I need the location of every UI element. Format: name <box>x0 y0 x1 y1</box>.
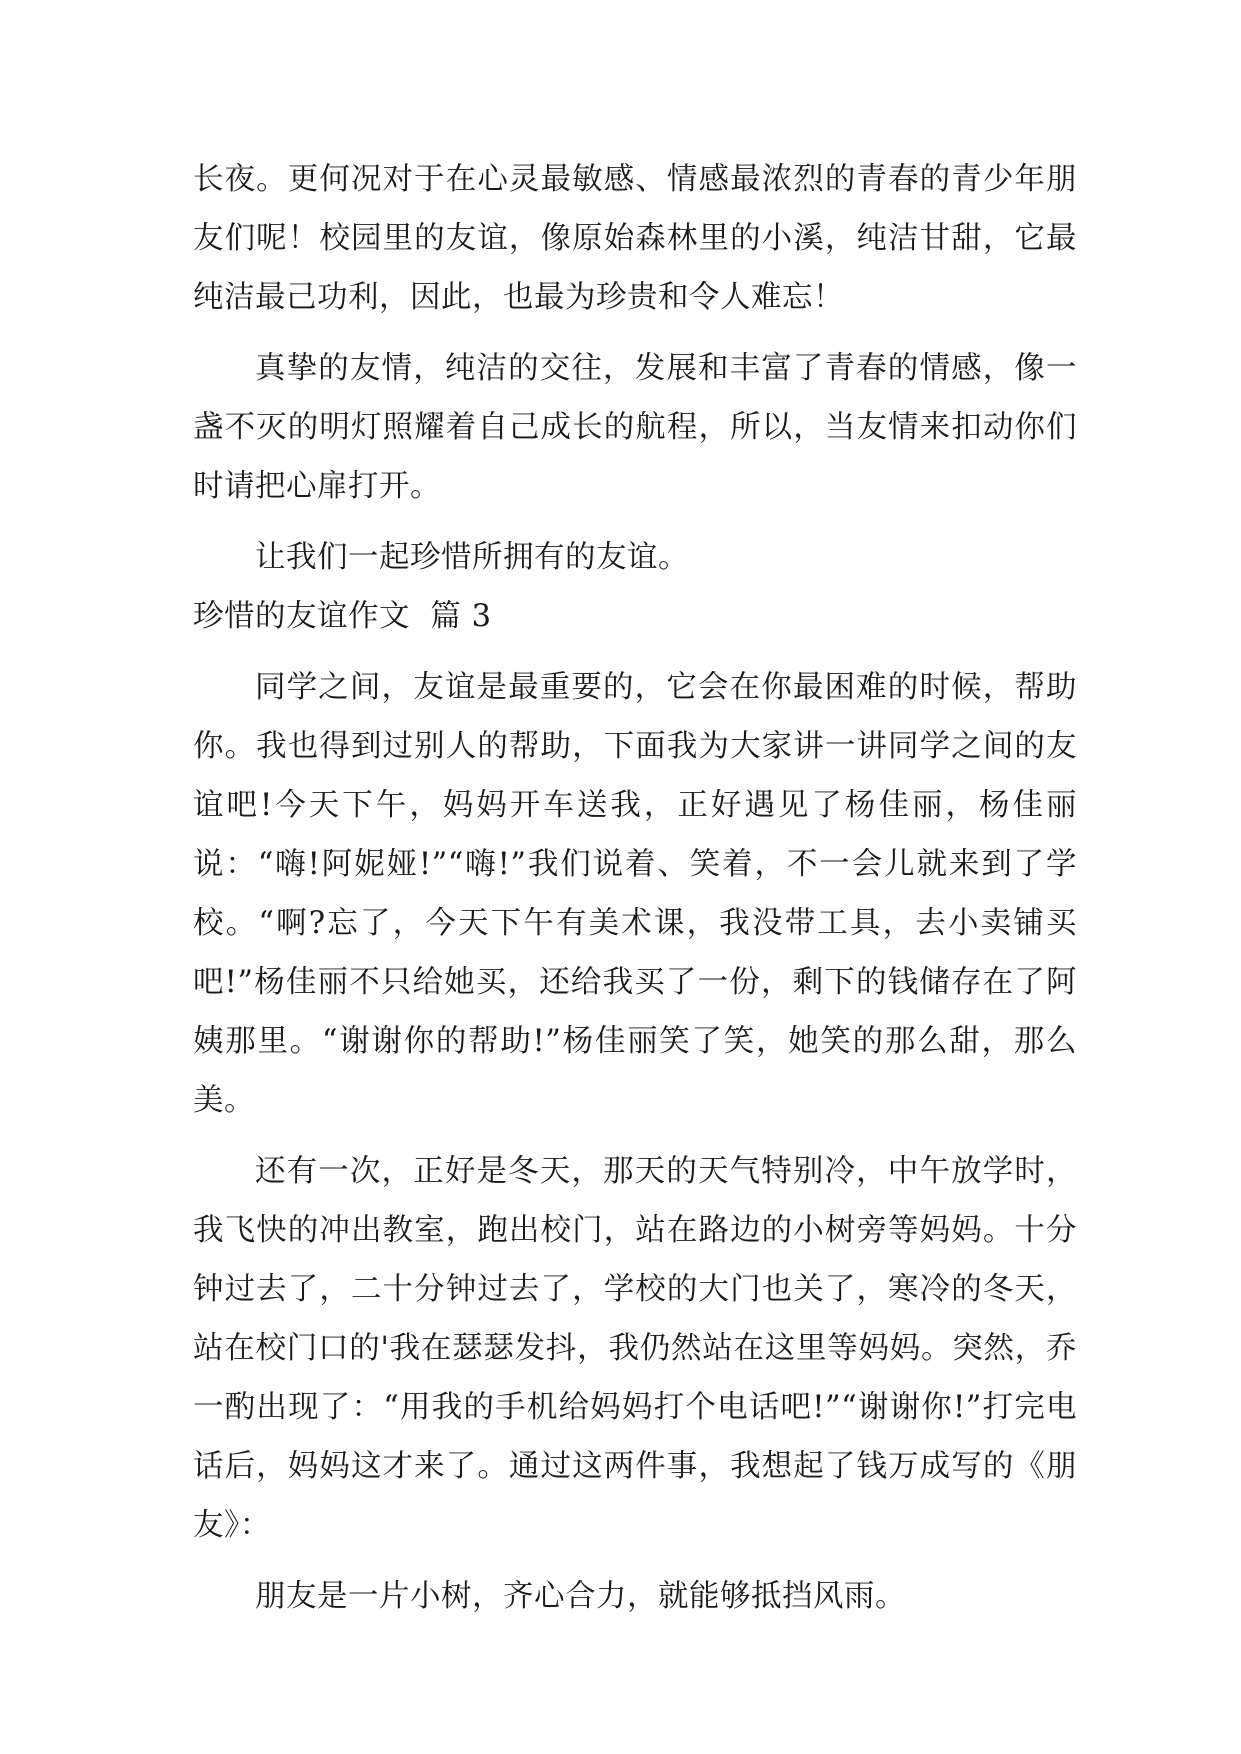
paragraph-classmates: 同学之间，友谊是最重要的，它会在你最困难的时候，帮助你。我也得到过别人的帮助，下面我为大家讲一讲同学之间的友谊吧!今天下午，妈妈开车送我，正好遇见了杨佳丽，杨佳丽说：“嗨!阿妮娅!”“嗨!”我们说着、笑着，不一会儿就来到了学校。“啊?忘了，今天下午有美术课，我没带工具，去小卖铺买吧!”杨佳丽不只给她买，还给我买了一份，剩下的钱储存在了阿姨那里。“谢谢你的帮助!”杨佳丽笑了笑，她笑的那么甜，那么美。 <box>193 670 1077 1118</box>
document-body <box>193 150 1077 1626</box>
paragraph-poem-line: 朋友是一片小树，齐心合力，就能够抵挡风雨。 <box>255 1579 906 1614</box>
paragraph-friendship-light: 真挚的友情，纯洁的交往，发展和丰富了青春的情感，像一盏不灭的明灯照耀着自己成长的航程，所以，当友情来扣动你们时请把心扉打开。 <box>193 351 1077 504</box>
section-heading: 珍惜的友谊作文 篇 3 <box>193 599 492 634</box>
paragraph-cherish: 让我们一起珍惜所拥有的友谊。 <box>255 540 689 575</box>
paragraph-winter: 还有一次，正好是冬天，那天的天气特别冷，中午放学时，我飞快的冲出教室，跑出校门，站在路边的小树旁等妈妈。十分钟过去了，二十分钟过去了，学校的大门也关了，寒冷的冬天，站在校门口的'我在瑟瑟发抖，我仍然站在这里等妈妈。突然，乔一酌出现了：“用我的手机给妈妈打个电话吧!”“谢谢你!”打完电话后，妈妈这才来了。通过这两件事，我想起了钱万成写的《朋友》： <box>193 1154 1077 1543</box>
paragraph-continuation: 长夜。更何况对于在心灵最敏感、情感最浓烈的青春的青少年朋友们呢！校园里的友谊，像原始森林里的小溪，纯洁甘甜，它最纯洁最己功利，因此，也最为珍贵和令人难忘！ <box>193 162 1077 315</box>
